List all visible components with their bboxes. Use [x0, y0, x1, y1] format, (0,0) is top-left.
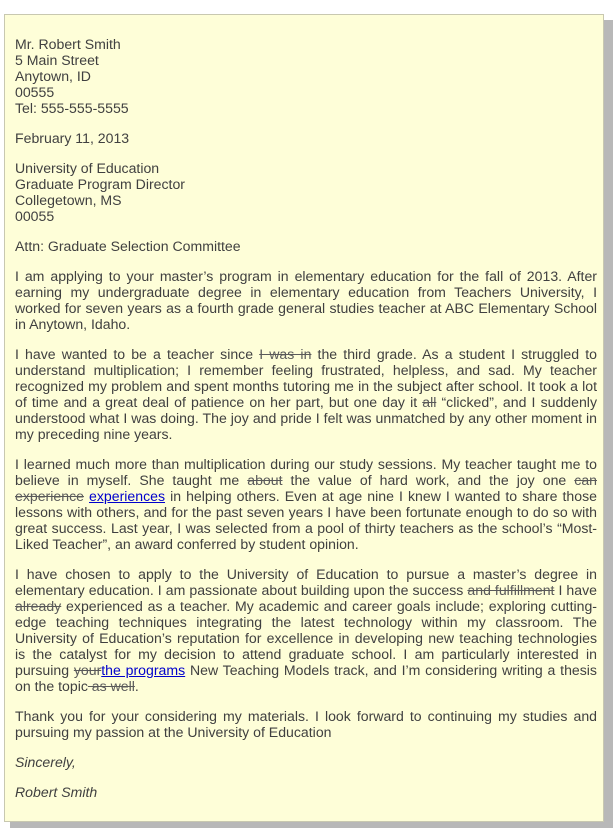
text-run: “clicked”, and I suddenly understood what I was doing. The joy and pride I felt was unmatched by any other moment in my preceding nine years. — [15, 394, 597, 442]
text-run: experienced as a teacher. My academic and career goals include; exploring cutting-edge teaching techniques integrating the latest technology within my classroom. The University of Education’s reputation for excellence in developing new teaching technologies is the catalyst for my decision to attend graduate school. I am particularly interested in pursuing — [15, 598, 597, 678]
deleted-text: already — [15, 598, 62, 614]
sender-zip: 00555 — [15, 84, 55, 100]
sender-phone: Tel: 555-555-5555 — [15, 100, 129, 116]
text-run: the value of hard work, and the joy one — [282, 472, 575, 488]
sender-street: 5 Main Street — [15, 52, 99, 68]
letter-body — [15, 36, 597, 814]
text-run: the third grade. As a student I struggled to understand multiplication; I remember feeling frustrated, helpless, and sad. My teacher recognized my problem and spent months tutoring me in the subject after school. It took a lot of time and a great deal of patience on her part, but one day it — [15, 346, 597, 410]
deleted-text: can experience — [15, 472, 597, 504]
date-text: February 11, 2013 — [15, 130, 130, 146]
letter-page — [4, 14, 604, 822]
text-run: in helping others. Even at age nine I knew I wanted to share those lessons with others, and for the past seven years I have been fortunate enough to do so with great success. Last year, I was selected from a pool of thirty teachers as the school’s “Most-Liked Teacher”, an award conferred by student opinion. — [15, 488, 597, 552]
sender-address — [15, 36, 597, 116]
recipient-city: Collegetown, MS — [15, 192, 122, 208]
inserted-text-link[interactable]: experiences — [89, 488, 166, 504]
paragraph-intro — [15, 268, 597, 332]
signature — [15, 784, 597, 800]
paragraph-learning — [15, 456, 597, 552]
paragraph-motivation — [15, 346, 597, 442]
deleted-text: as well — [87, 678, 135, 694]
paragraph-text: I am applying to your master’s program in elementary education for the fall of 2013. After earning my undergraduate degree in elementary education from Teachers University, I worked for seven years as a fourth grade general studies teacher at ABC Elementary School in Anytown, Idaho. — [15, 268, 597, 332]
recipient-address — [15, 160, 597, 224]
signature-text: Robert Smith — [15, 784, 98, 800]
letter-date — [15, 130, 597, 146]
recipient-zip: 00055 — [15, 208, 55, 224]
deleted-text: and fulfillment — [467, 582, 555, 598]
paragraph-text: Thank you for your considering my materials. I look forward to continuing my studies and pursuing my passion at the University of Education — [15, 708, 597, 740]
text-run: New Teaching Models track, and I’m considering writing a thesis on the topic — [15, 662, 597, 694]
text-run: I have — [554, 582, 597, 598]
text-run: I learned much more than multiplication during our study sessions. My teacher taught me to believe in myself. She taught me — [15, 456, 597, 488]
recipient-org: University of Education — [15, 160, 160, 176]
sender-name: Mr. Robert Smith — [15, 36, 121, 52]
text-run: . — [134, 678, 139, 694]
text-run: I have wanted to be a teacher since — [15, 346, 260, 362]
recipient-title: Graduate Program Director — [15, 176, 185, 192]
closing-text: Sincerely, — [15, 754, 76, 770]
deleted-text: all — [422, 394, 437, 410]
attention-line — [15, 238, 597, 254]
inserted-text-link[interactable]: the programs — [101, 662, 186, 678]
paragraph-goals — [15, 566, 597, 694]
text-run: I have chosen to apply to the University of Education to pursue a master’s degree in elementary education. I am passionate about building upon the success — [15, 566, 597, 598]
sender-city: Anytown, ID — [15, 68, 91, 84]
deleted-text: I was in — [259, 346, 312, 362]
deleted-text: about — [247, 472, 283, 488]
closing — [15, 754, 597, 770]
deleted-text: your — [73, 662, 102, 678]
attention-text: Attn: Graduate Selection Committee — [15, 238, 241, 254]
paragraph-thanks — [15, 708, 597, 740]
